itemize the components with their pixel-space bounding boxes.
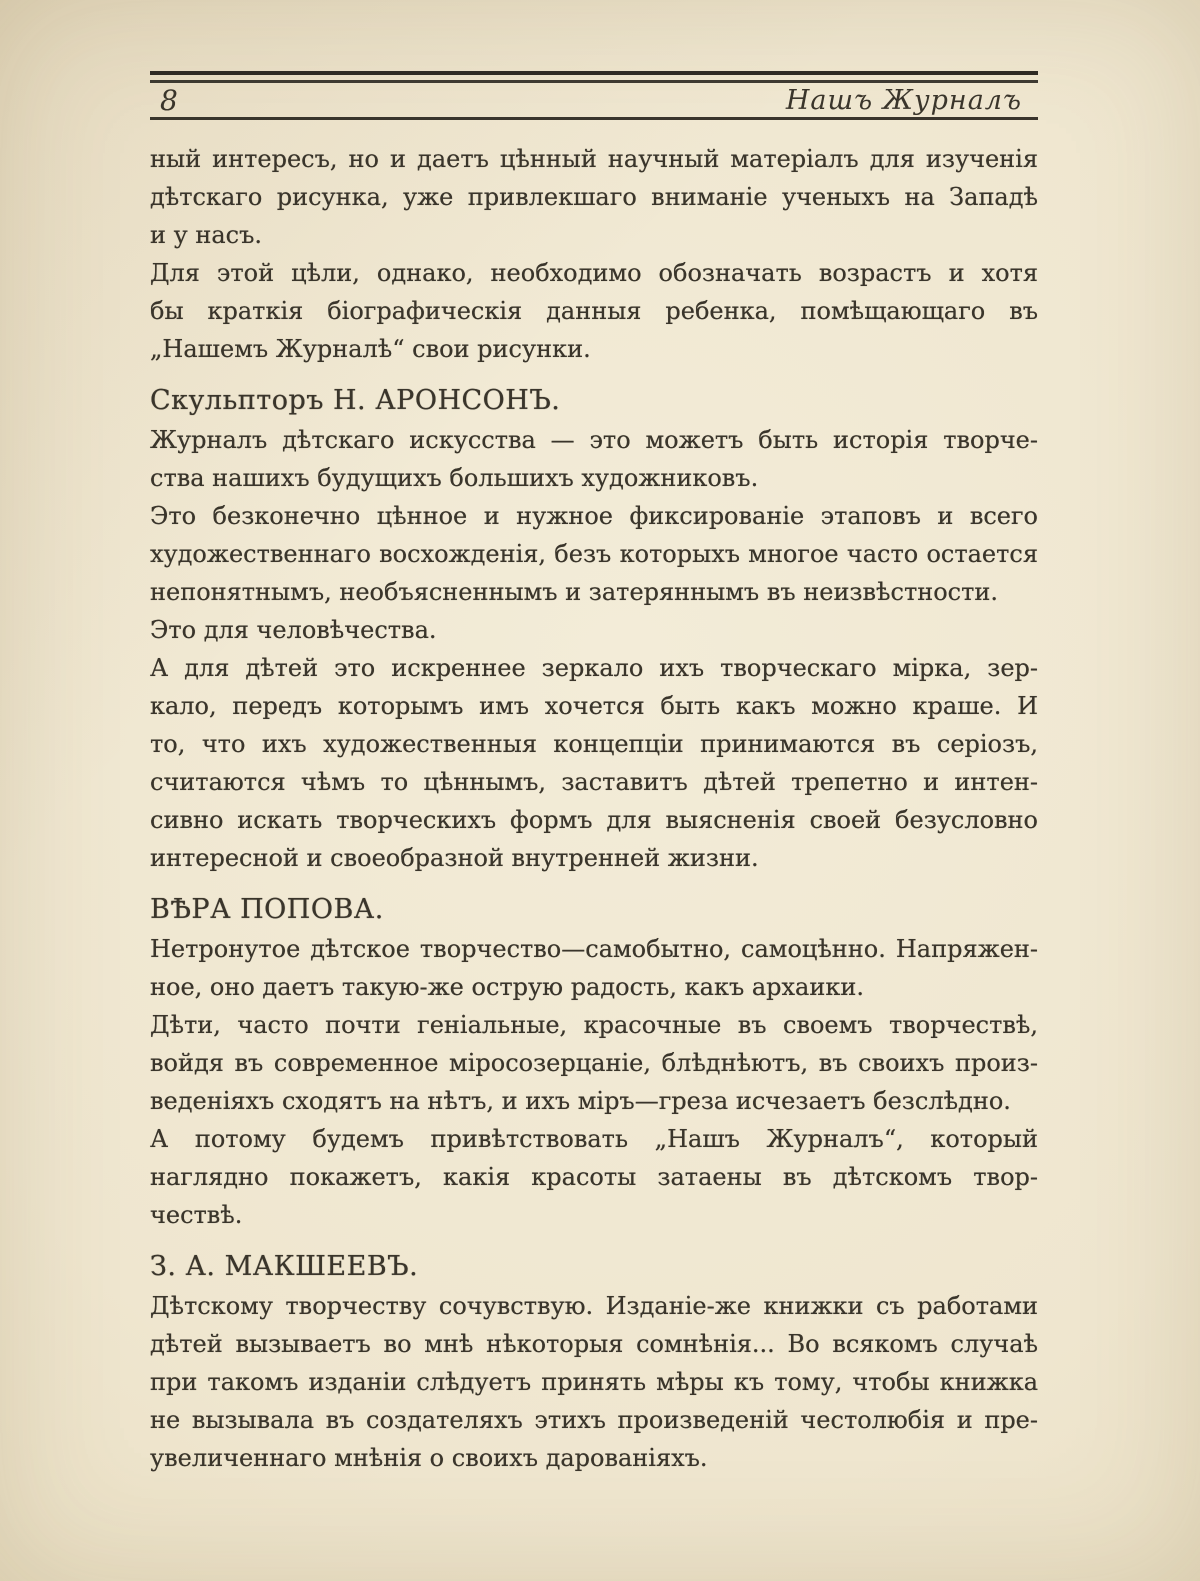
text-line: бы краткія біографическія данныя ребенка, помѣщающаго въ (150, 297, 1038, 325)
header-rule-top (150, 71, 1038, 75)
text-line: дѣтскаго рисунка, уже привлекшаго вниманіе ученыхъ на Западѣ (150, 183, 1038, 211)
paragraph (150, 140, 1038, 254)
text-line: кало, передъ которымъ имъ хочется быть какъ можно краше. И (150, 692, 1038, 720)
text-line: Для этой цѣли, однако, необходимо обозначать возрастъ и хотя (150, 259, 1038, 287)
section-heading: Скульпторъ Н. АРОНСОНЪ. (150, 385, 561, 416)
text-line: ства нашихъ будущихъ большихъ художниковъ. (150, 464, 759, 492)
journal-title: Нашъ Журналъ (785, 84, 1022, 116)
paragraph (150, 611, 1038, 649)
page-number: 8 (160, 83, 179, 117)
section-heading: З. А. МАКШЕЕВЪ. (150, 1251, 419, 1282)
running-head (150, 71, 1038, 120)
text-line: войдя въ современное міросозерцаніе, блѣднѣютъ, въ своихъ произ- (150, 1049, 1038, 1077)
text-line: Это для человѣчества. (150, 616, 437, 644)
text-line: „Нашемъ Журналѣ“ свои рисунки. (150, 335, 591, 363)
header-rule-middle (150, 80, 1038, 83)
text-line: ный интересъ, но и даетъ цѣнный научный матеріалъ для изученія (150, 145, 1038, 173)
header-row (150, 83, 1038, 117)
text-line: А для дѣтей это искреннее зеркало ихъ творческаго мірка, зер- (150, 654, 1038, 682)
paragraph (150, 1006, 1038, 1120)
text-line: ное, оно даетъ такую-же острую радость, какъ архаики. (150, 973, 864, 1001)
section-heading: ВѢРА ПОПОВА. (150, 894, 384, 925)
text-line: Дѣти, часто почти геніальные, красочные въ своемъ творчествѣ, (150, 1011, 1038, 1039)
paragraph (150, 649, 1038, 877)
paragraph (150, 254, 1038, 368)
text-line: веденіяхъ сходятъ на нѣтъ, и ихъ міръ—греза исчезаетъ безслѣдно. (150, 1087, 1011, 1115)
text-line: интересной и своеобразной внутренней жизни. (150, 844, 759, 872)
text-line: Журналъ дѣтскаго искусства — это можетъ быть исторія творче- (150, 426, 1038, 454)
text-line: дѣтей вызываетъ во мнѣ нѣкоторыя сомнѣнія... Во всякомъ случаѣ (150, 1330, 1038, 1358)
paragraph (150, 930, 1038, 1006)
paragraph (150, 497, 1038, 611)
text-line: А потому будемъ привѣтствовать „Нашъ Журналъ“, который (150, 1125, 1038, 1153)
paragraph (150, 421, 1038, 497)
page-body (150, 140, 1038, 1477)
paragraph (150, 1120, 1038, 1234)
header-rule-bottom (150, 117, 1038, 120)
text-line: Нетронутое дѣтское творчество—самобытно, самоцѣнно. Напряжен- (150, 935, 1038, 963)
text-line: наглядно покажетъ, какія красоты затаены въ дѣтскомъ твор- (150, 1163, 1038, 1191)
text-line: считаются чѣмъ то цѣннымъ, заставитъ дѣтей трепетно и интен- (150, 768, 1038, 796)
text-line: увеличеннаго мнѣнія о своихъ дарованіяхъ. (150, 1444, 708, 1472)
text-line: Это безконечно цѣнное и нужное фиксированіе этаповъ и всего (150, 502, 1038, 530)
text-line: непонятнымъ, необъясненнымъ и затеряннымъ въ неизвѣстности. (150, 578, 999, 606)
text-line: не вызывала въ создателяхъ этихъ произведеній честолюбія и пре- (150, 1406, 1038, 1434)
text-line: и у насъ. (150, 221, 263, 249)
text-line: сивно искать творческихъ формъ для выясненія своей безусловно (150, 806, 1038, 834)
text-line: чествѣ. (150, 1201, 243, 1229)
paragraph (150, 1287, 1038, 1477)
text-line: то, что ихъ художественныя концепціи принимаются въ серіозъ, (150, 730, 1038, 758)
text-line: Дѣтскому творчеству сочувствую. Изданіе-же книжки съ работами (150, 1292, 1038, 1320)
text-line: художественнаго восхожденія, безъ которыхъ многое часто остается (150, 540, 1038, 568)
text-line: при такомъ изданіи слѣдуетъ принять мѣры къ тому, чтобы книжка (150, 1368, 1038, 1396)
